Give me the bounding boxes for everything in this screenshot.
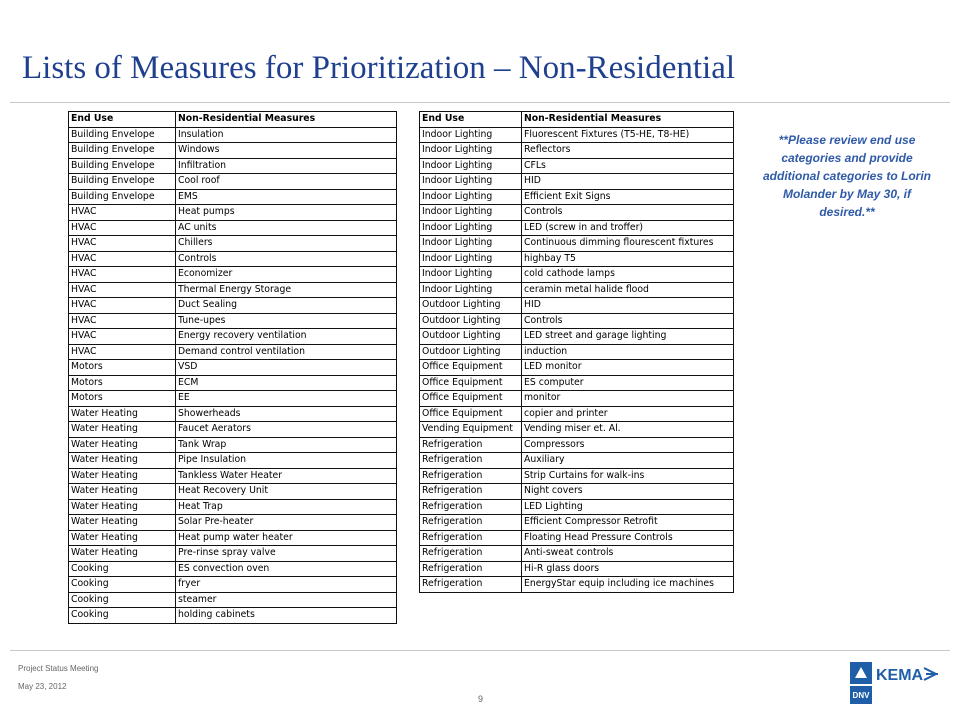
table-row xyxy=(420,484,734,500)
measure-cell: Anti-sweat controls xyxy=(522,546,734,562)
measure-cell: Fluorescent Fixtures (T5-HE, T8-HE) xyxy=(522,127,734,143)
end-use-cell: Motors xyxy=(69,391,176,407)
end-use-cell: Building Envelope xyxy=(69,127,176,143)
measure-cell: Solar Pre-heater xyxy=(176,515,397,531)
header-end-use: End Use xyxy=(420,112,522,128)
table-row xyxy=(69,561,397,577)
measure-cell: cold cathode lamps xyxy=(522,267,734,283)
header-measures: Non-Residential Measures xyxy=(176,112,397,128)
measure-cell: Demand control ventilation xyxy=(176,344,397,360)
measure-cell: Controls xyxy=(176,251,397,267)
measure-cell: Efficient Exit Signs xyxy=(522,189,734,205)
end-use-cell: HVAC xyxy=(69,205,176,221)
table-row xyxy=(420,127,734,143)
end-use-cell: Indoor Lighting xyxy=(420,158,522,174)
table-row xyxy=(420,158,734,174)
measure-cell: LED (screw in and troffer) xyxy=(522,220,734,236)
table-row xyxy=(69,422,397,438)
end-use-cell: Indoor Lighting xyxy=(420,267,522,283)
end-use-cell: Office Equipment xyxy=(420,391,522,407)
end-use-cell: Office Equipment xyxy=(420,375,522,391)
end-use-cell: Indoor Lighting xyxy=(420,143,522,159)
table-row xyxy=(69,406,397,422)
measure-cell: Compressors xyxy=(522,437,734,453)
measure-cell: EMS xyxy=(176,189,397,205)
table-row xyxy=(69,143,397,159)
measure-cell: CFLs xyxy=(522,158,734,174)
table-row xyxy=(69,189,397,205)
end-use-cell: HVAC xyxy=(69,298,176,314)
end-use-cell: Indoor Lighting xyxy=(420,127,522,143)
end-use-cell: Refrigeration xyxy=(420,437,522,453)
table-row xyxy=(420,561,734,577)
right-measures-table xyxy=(419,111,734,593)
measure-cell: Heat pump water heater xyxy=(176,530,397,546)
measure-cell: copier and printer xyxy=(522,406,734,422)
logo-sub-text: DNV xyxy=(852,691,870,700)
measure-cell: Showerheads xyxy=(176,406,397,422)
table-row xyxy=(69,592,397,608)
measure-cell: Windows xyxy=(176,143,397,159)
table-row xyxy=(69,530,397,546)
end-use-cell: Cooking xyxy=(69,608,176,624)
measure-cell: EnergyStar equip including ice machines xyxy=(522,577,734,593)
end-use-cell: Refrigeration xyxy=(420,561,522,577)
measure-cell: Reflectors xyxy=(522,143,734,159)
table-row xyxy=(69,329,397,345)
measure-cell: ECM xyxy=(176,375,397,391)
end-use-cell: Outdoor Lighting xyxy=(420,313,522,329)
end-use-cell: Building Envelope xyxy=(69,158,176,174)
measure-cell: Night covers xyxy=(522,484,734,500)
table-row xyxy=(69,313,397,329)
table-row xyxy=(420,515,734,531)
measure-cell: steamer xyxy=(176,592,397,608)
table-row xyxy=(420,236,734,252)
table-row xyxy=(420,267,734,283)
end-use-cell: Refrigeration xyxy=(420,499,522,515)
end-use-cell: Indoor Lighting xyxy=(420,189,522,205)
measure-cell: fryer xyxy=(176,577,397,593)
table-row xyxy=(420,468,734,484)
end-use-cell: Water Heating xyxy=(69,515,176,531)
measure-cell: Continuous dimming flourescent fixtures xyxy=(522,236,734,252)
kema-dnv-logo xyxy=(850,662,940,706)
end-use-cell: Water Heating xyxy=(69,453,176,469)
end-use-cell: Building Envelope xyxy=(69,189,176,205)
title-divider xyxy=(10,102,950,103)
measure-cell: Infiltration xyxy=(176,158,397,174)
footer-meeting: Project Status Meeting xyxy=(18,664,99,673)
measure-cell: Faucet Aerators xyxy=(176,422,397,438)
measure-cell: monitor xyxy=(522,391,734,407)
measure-cell: LED Lighting xyxy=(522,499,734,515)
end-use-cell: HVAC xyxy=(69,251,176,267)
table-row xyxy=(69,127,397,143)
measure-cell: HID xyxy=(522,174,734,190)
end-use-cell: Indoor Lighting xyxy=(420,236,522,252)
end-use-cell: Indoor Lighting xyxy=(420,220,522,236)
end-use-cell: HVAC xyxy=(69,344,176,360)
table-row xyxy=(420,375,734,391)
table-row xyxy=(69,484,397,500)
measure-cell: highbay T5 xyxy=(522,251,734,267)
end-use-cell: Water Heating xyxy=(69,437,176,453)
table-row xyxy=(69,375,397,391)
measure-cell: Auxiliary xyxy=(522,453,734,469)
table-row xyxy=(69,391,397,407)
table-row xyxy=(420,329,734,345)
measure-cell: Insulation xyxy=(176,127,397,143)
table-row xyxy=(69,267,397,283)
end-use-cell: Refrigeration xyxy=(420,515,522,531)
header-end-use: End Use xyxy=(69,112,176,128)
end-use-cell: Office Equipment xyxy=(420,406,522,422)
measure-cell: AC units xyxy=(176,220,397,236)
table-row xyxy=(420,205,734,221)
footer-date: May 23, 2012 xyxy=(18,682,67,691)
table-row xyxy=(69,515,397,531)
measure-cell: Energy recovery ventilation xyxy=(176,329,397,345)
end-use-cell: HVAC xyxy=(69,220,176,236)
table-row xyxy=(420,406,734,422)
end-use-cell: HVAC xyxy=(69,282,176,298)
table-row xyxy=(420,220,734,236)
end-use-cell: Water Heating xyxy=(69,484,176,500)
measure-cell: Tank Wrap xyxy=(176,437,397,453)
end-use-cell: HVAC xyxy=(69,236,176,252)
table-row xyxy=(69,205,397,221)
measure-cell: LED monitor xyxy=(522,360,734,376)
table-row xyxy=(420,422,734,438)
end-use-cell: Refrigeration xyxy=(420,484,522,500)
measure-cell: Controls xyxy=(522,313,734,329)
measure-cell: Pre-rinse spray valve xyxy=(176,546,397,562)
measure-cell: ES convection oven xyxy=(176,561,397,577)
table-row xyxy=(420,143,734,159)
table-row xyxy=(420,251,734,267)
table-row xyxy=(69,344,397,360)
end-use-cell: HVAC xyxy=(69,329,176,345)
measure-cell: Floating Head Pressure Controls xyxy=(522,530,734,546)
measure-cell: Vending miser et. Al. xyxy=(522,422,734,438)
measure-cell: Cool roof xyxy=(176,174,397,190)
end-use-cell: HVAC xyxy=(69,313,176,329)
measure-cell: Economizer xyxy=(176,267,397,283)
end-use-cell: Cooking xyxy=(69,592,176,608)
measure-cell: Heat Recovery Unit xyxy=(176,484,397,500)
measure-cell: Tankless Water Heater xyxy=(176,468,397,484)
table-header-row xyxy=(69,112,397,128)
measure-cell: Duct Sealing xyxy=(176,298,397,314)
end-use-cell: Motors xyxy=(69,375,176,391)
table-row xyxy=(69,577,397,593)
table-row xyxy=(69,220,397,236)
table-row xyxy=(420,546,734,562)
table-row xyxy=(69,174,397,190)
end-use-cell: Refrigeration xyxy=(420,453,522,469)
table-row xyxy=(420,577,734,593)
measure-cell: induction xyxy=(522,344,734,360)
footer-divider xyxy=(10,650,950,651)
measure-cell: Efficient Compressor Retrofit xyxy=(522,515,734,531)
table-row xyxy=(69,282,397,298)
end-use-cell: Outdoor Lighting xyxy=(420,344,522,360)
end-use-cell: Motors xyxy=(69,360,176,376)
table-row xyxy=(69,360,397,376)
end-use-cell: Refrigeration xyxy=(420,577,522,593)
measure-cell: ceramin metal halide flood xyxy=(522,282,734,298)
logo-arrow xyxy=(924,668,938,680)
measure-cell: Heat Trap xyxy=(176,499,397,515)
table-row xyxy=(69,437,397,453)
table-header-row xyxy=(420,112,734,128)
end-use-cell: Building Envelope xyxy=(69,143,176,159)
table-row xyxy=(420,391,734,407)
review-note: **Please review end use categories and provide additional categories to Lorin Molander by May 30, if desired.** xyxy=(762,133,932,219)
table-row xyxy=(420,360,734,376)
table-row xyxy=(420,437,734,453)
end-use-cell: Cooking xyxy=(69,577,176,593)
end-use-cell: Water Heating xyxy=(69,546,176,562)
end-use-cell: Indoor Lighting xyxy=(420,251,522,267)
end-use-cell: Indoor Lighting xyxy=(420,205,522,221)
table-row xyxy=(69,453,397,469)
table-row xyxy=(69,468,397,484)
end-use-cell: Refrigeration xyxy=(420,530,522,546)
table-row xyxy=(420,313,734,329)
end-use-cell: Water Heating xyxy=(69,468,176,484)
end-use-cell: Water Heating xyxy=(69,422,176,438)
end-use-cell: Outdoor Lighting xyxy=(420,329,522,345)
end-use-cell: Vending Equipment xyxy=(420,422,522,438)
table-row xyxy=(420,282,734,298)
measure-cell: Hi-R glass doors xyxy=(522,561,734,577)
end-use-cell: Indoor Lighting xyxy=(420,174,522,190)
table-row xyxy=(69,546,397,562)
table-row xyxy=(69,499,397,515)
end-use-cell: Refrigeration xyxy=(420,468,522,484)
table-row xyxy=(420,298,734,314)
measure-cell: Pipe Insulation xyxy=(176,453,397,469)
measure-cell: ES computer xyxy=(522,375,734,391)
table-row xyxy=(69,608,397,624)
measure-cell: Strip Curtains for walk-ins xyxy=(522,468,734,484)
table-row xyxy=(69,298,397,314)
table-row xyxy=(69,158,397,174)
measure-cell: LED street and garage lighting xyxy=(522,329,734,345)
table-row xyxy=(420,530,734,546)
page-title: Lists of Measures for Prioritization – Non-Residential xyxy=(22,50,736,86)
measure-cell: VSD xyxy=(176,360,397,376)
end-use-cell: Water Heating xyxy=(69,530,176,546)
measure-cell: EE xyxy=(176,391,397,407)
table-row xyxy=(420,453,734,469)
measure-cell: Tune-upes xyxy=(176,313,397,329)
header-measures: Non-Residential Measures xyxy=(522,112,734,128)
end-use-cell: Cooking xyxy=(69,561,176,577)
measure-cell: holding cabinets xyxy=(176,608,397,624)
measure-cell: Chillers xyxy=(176,236,397,252)
logo-text: KEMA xyxy=(876,667,924,684)
end-use-cell: Refrigeration xyxy=(420,546,522,562)
end-use-cell: Water Heating xyxy=(69,406,176,422)
measure-cell: Heat pumps xyxy=(176,205,397,221)
end-use-cell: HVAC xyxy=(69,267,176,283)
left-measures-table xyxy=(68,111,397,624)
end-use-cell: Building Envelope xyxy=(69,174,176,190)
table-row xyxy=(420,499,734,515)
table-row xyxy=(420,344,734,360)
measure-cell: HID xyxy=(522,298,734,314)
measure-cell: Controls xyxy=(522,205,734,221)
end-use-cell: Office Equipment xyxy=(420,360,522,376)
end-use-cell: Water Heating xyxy=(69,499,176,515)
table-row xyxy=(69,236,397,252)
table-row xyxy=(69,251,397,267)
end-use-cell: Outdoor Lighting xyxy=(420,298,522,314)
page-number: 9 xyxy=(478,694,484,704)
table-row xyxy=(420,189,734,205)
end-use-cell: Indoor Lighting xyxy=(420,282,522,298)
table-row xyxy=(420,174,734,190)
measure-cell: Thermal Energy Storage xyxy=(176,282,397,298)
